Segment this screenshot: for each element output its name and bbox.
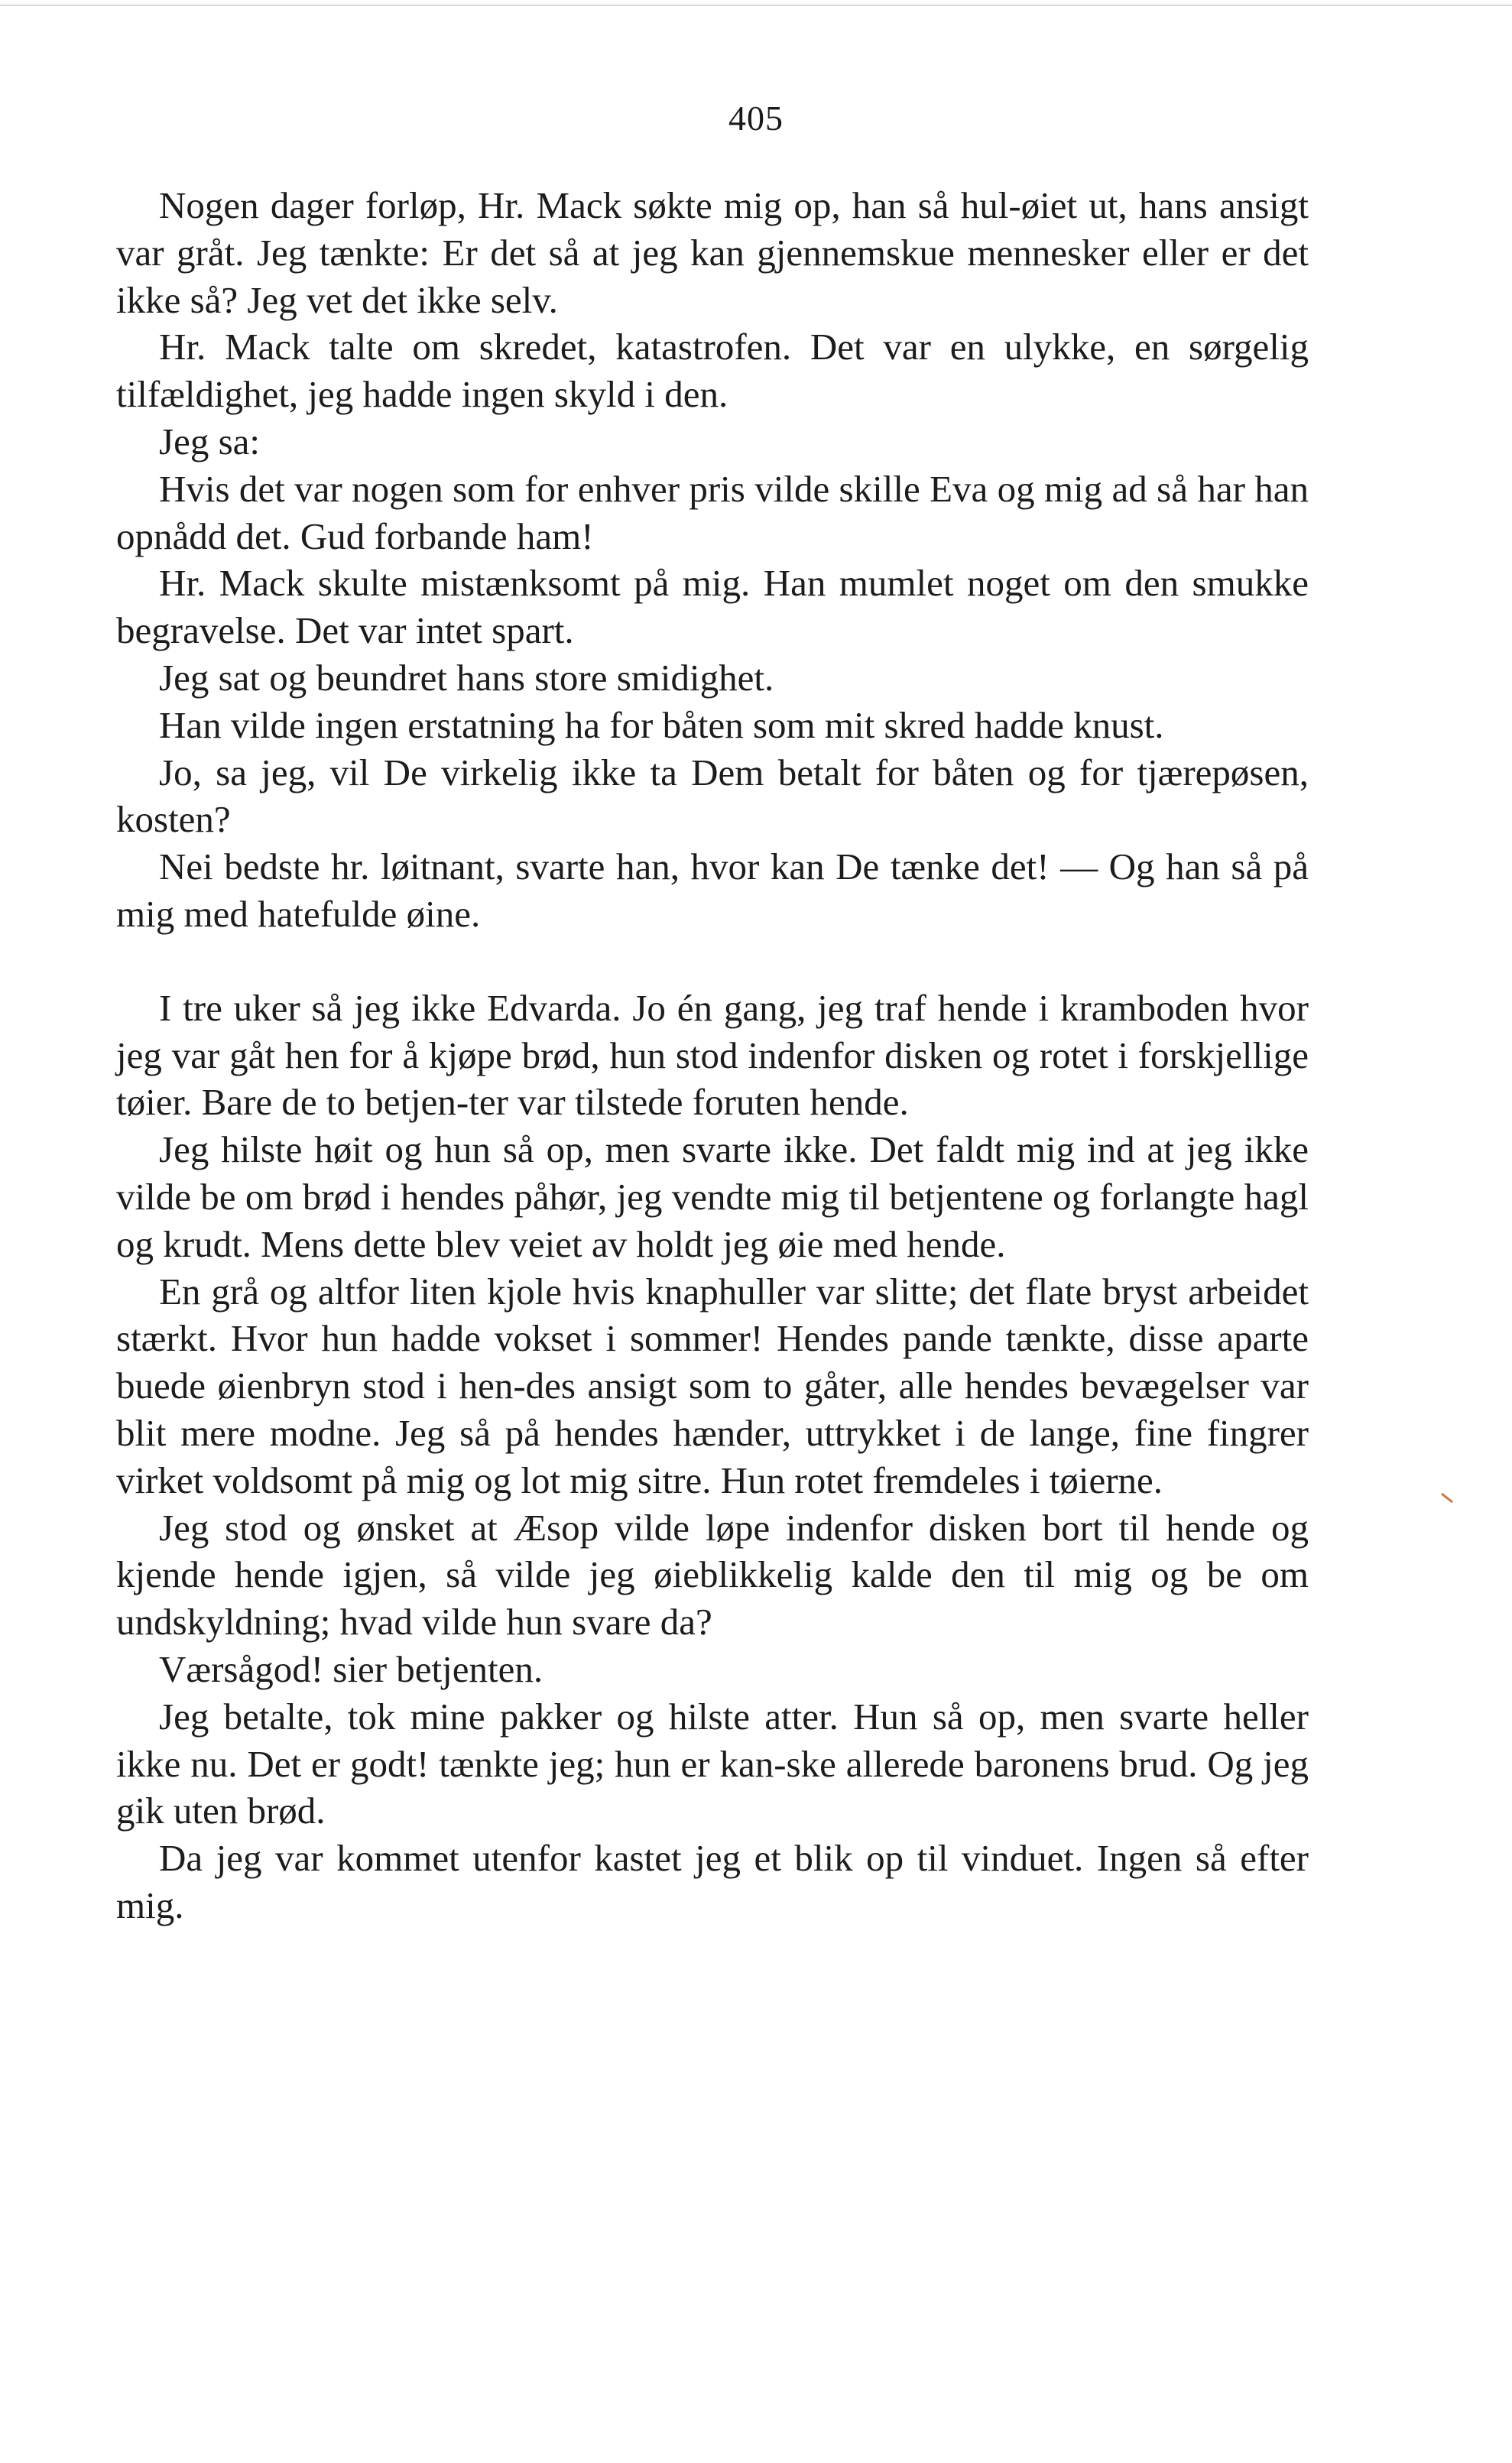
paragraph: Jo, sa jeg, vil De virkelig ikke ta Dem betalt for båten og for tjærepøsen, kosten? — [116, 751, 1309, 841]
paragraph: Værsågod! sier betjenten. — [159, 1647, 543, 1690]
paragraph: Jeg stod og ønsket at Æsop vilde løpe indenfor disken bort til hende og kjende hende igjen, så vilde jeg øieblikkelig kalde den til mig og be om undskyldning; hvad vilde hun svare da? — [116, 1506, 1309, 1644]
paragraph: Hr. Mack skulte mistænksomt på mig. Han mumlet noget om den smukke begravelse. Det var intet spart. — [116, 562, 1309, 652]
paragraph: Han vilde ingen erstatning ha for båten som mit skred hadde knust. — [159, 703, 1164, 746]
page-number: 405 — [728, 99, 784, 138]
top-edge-rule — [0, 5, 1512, 6]
paragraph: En grå og altfor liten kjole hvis knaphuller var slitte; det flate bryst arbeidet stærkt. Hvor hun hadde vokset i sommer! Hendes pande tænkte, disse aparte buede øienbryn stod i hen-des ansigt som to gåter, alle hendes bevægelser var blit mere modne. Jeg så på hendes hænder, uttrykket i de lange, fine fingrer virket voldsomt på mig og lot mig sitre. Hun rotet fremdeles i tøierne. — [116, 1270, 1309, 1501]
paragraph: I tre uker så jeg ikke Edvarda. Jo én gang, jeg traf hende i kramboden hvor jeg var gåt hen for å kjøpe brød, hun stod indenfor disken og rotet i forskjellige tøier. Bare de to betjen-ter var tilstede foruten hende. — [116, 986, 1309, 1124]
paragraph: Jeg betalte, tok mine pakker og hilste atter. Hun så op, men svarte heller ikke nu. Det er godt! tænkte jeg; hun er kan-ske allerede baronens brud. Og jeg gik uten brød. — [116, 1695, 1309, 1832]
paragraph: Nei bedste hr. løitnant, svarte han, hvor kan De tænke det! — Og han så på mig med hatefulde øine. — [116, 845, 1309, 935]
stray-margin-mark — [1441, 1493, 1453, 1503]
paragraph: Da jeg var kommet utenfor kastet jeg et blik op til vinduet. Ingen så efter mig. — [116, 1837, 1309, 1926]
paragraph: Jeg hilste høit og hun så op, men svarte ikke. Det faldt mig ind at jeg ikke vilde be om brød i hendes påhør, jeg vendte mig til betjentene og forlangte hagl og krudt. Mens dette blev veiet av holdt jeg øie med hende. — [116, 1128, 1309, 1265]
paragraph: Hr. Mack talte om skredet, katastrofen. Det var en ulykke, en sørgelig tilfældighet, jeg hadde ingen skyld i den. — [116, 326, 1309, 416]
paragraph: Hvis det var nogen som for enhver pris vilde skille Eva og mig ad så har han opnådd det. Gud forbande ham! — [116, 467, 1309, 557]
paragraph: Jeg sat og beundret hans store smidighet. — [159, 656, 774, 699]
paragraph: Jeg sa: — [159, 420, 260, 462]
paragraph: Nogen dager forløp, Hr. Mack søkte mig op, han så hul-øiet ut, hans ansigt var gråt. Jeg tænkte: Er det så at jeg kan gjennemskue mennesker eller er det ikke så? Jeg vet det ikke selv. — [116, 184, 1309, 321]
body-text — [116, 182, 1309, 1929]
